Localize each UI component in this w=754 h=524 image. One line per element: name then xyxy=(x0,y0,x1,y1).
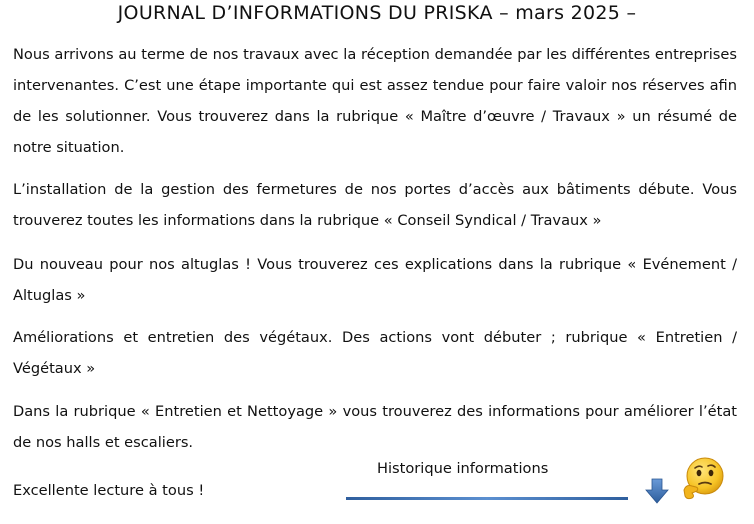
history-link[interactable]: Historique informations xyxy=(377,460,549,477)
arrow-down-icon[interactable] xyxy=(645,478,669,504)
thinking-face-icon[interactable] xyxy=(680,456,726,502)
journal-title: JOURNAL D’INFORMATIONS DU PRISKA – mars 2025 – xyxy=(117,2,637,24)
history-underline[interactable] xyxy=(346,496,628,502)
paragraph-vegetation: Améliorations et entretien des végétaux. Des actions vont débuter ; rubrique « Entretien / Végétaux » xyxy=(13,329,737,377)
paragraph-doors: L’installation de la gestion des fermetures de nos portes d’accès aux bâtiments débute. Vous trouverez toutes les informations dans la rubrique « Conseil Syndical / Travaux » xyxy=(13,181,737,229)
paragraph-cleaning: Dans la rubrique « Entretien et Nettoyage » vous trouverez des informations pour améliorer l’état de nos halls et escaliers. xyxy=(13,403,737,451)
paragraph-works: Nous arrivons au terme de nos travaux avec la réception demandée par les différentes entreprises intervenantes. C’est une étape importante qui est assez tendue pour faire valoir nos réserves afin de les solutionner. Vous trouverez dans la rubrique « Maître d’œuvre / Travaux » un résumé de notre situation. xyxy=(13,46,737,156)
paragraph-altuglas: Du nouveau pour nos altuglas ! Vous trouverez ces explications dans la rubrique « Evénement / Altuglas » xyxy=(13,256,737,304)
closing-text: Excellente lecture à tous ! xyxy=(13,482,205,499)
